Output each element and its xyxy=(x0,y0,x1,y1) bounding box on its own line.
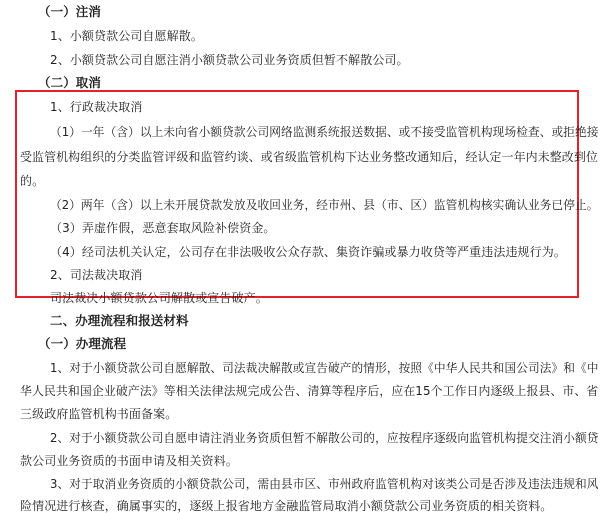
admin-revoke-title: 1、行政裁决取消 xyxy=(50,100,143,114)
revoke-condition-3: （3）弄虚作假，恶意套取风险补偿资金。 xyxy=(50,221,276,235)
judicial-revoke-title: 2、司法裁决取消 xyxy=(50,268,143,282)
highlight-box xyxy=(15,90,579,298)
process-item-2-line-1: 2、对于小额贷款公司自愿申请注消业务资质但暂不解散公司的，应按程序逐级向监管机构提交注消小额贷 xyxy=(50,431,599,445)
revoke-condition-1-line-3: 的。 xyxy=(20,174,45,188)
judicial-revoke-text: 司法裁决小额贷款公司解散或宣告破产。 xyxy=(50,291,268,305)
cancel-item-1: 1、小额贷款公司自愿解散。 xyxy=(50,29,203,43)
heading-revoke: （二）取消 xyxy=(38,75,102,90)
heading-process: 二、办理流程和报送材料 xyxy=(50,313,189,328)
process-item-1-line-3: 三级政府监管机构书面备案。 xyxy=(20,407,178,421)
heading-process-flow: （一）办理流程 xyxy=(38,336,127,351)
revoke-condition-1-line-1: （1）一年（含）以上未向省小额贷款公司网络监测系统报送数据、或不接受监管机构现场检查、或拒绝接 xyxy=(50,125,599,139)
heading-cancel: （一）注消 xyxy=(38,4,102,19)
process-item-1-line-1: 1、对于小额贷款公司自愿解散、司法裁决解散或宣告破产的情形，按照《中华人民共和国公司法》和《中 xyxy=(50,361,599,375)
process-item-3-line-1: 3、对于取消业务资质的小额贷款公司，需由县市区、市州政府监管机构对该类公司是否涉及违法违规和风 xyxy=(50,477,599,491)
process-item-2-line-2: 款公司业务资质的书面申请及相关资料。 xyxy=(20,454,238,468)
revoke-condition-4: （4）经司法机关认定，公司存在非法吸收公众存款、集资诈骗或暴力收贷等严重违法违规行为。 xyxy=(50,245,566,259)
process-item-3-line-2: 险情况进行核查，确属事实的，逐级上报省地方金融监管局取消小额贷款公司业务资质的相关资料。 xyxy=(20,499,553,513)
revoke-condition-1-line-2: 受监管机构组织的分类监管评级和监管约谈、或省级监管机构下达业务整改通知后，经认定一年内未整改到位 xyxy=(20,150,598,164)
process-item-1-line-2: 华人民共和国企业破产法》等相关法律法规完成公告、清算等程序后，应在15个工作日内逐级上报县、市、省 xyxy=(20,384,599,398)
cancel-item-2: 2、小额贷款公司自愿注消小额贷款公司业务资质但暂不解散公司。 xyxy=(50,53,409,67)
revoke-condition-2: （2）两年（含）以上未开展贷款发放及收回业务，经市州、县（市、区）监管机构核实确认业务已停止。 xyxy=(50,198,599,212)
